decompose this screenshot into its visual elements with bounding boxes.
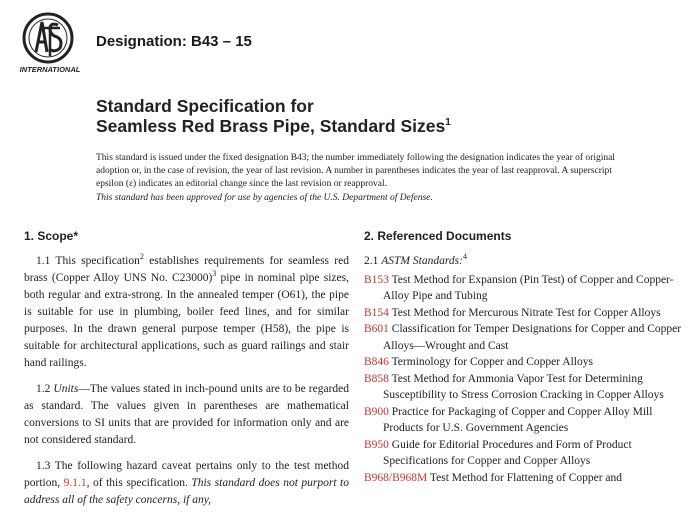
reference-link-b601[interactable]: B601: [364, 323, 389, 335]
title-line-1: Standard Specification for: [96, 96, 314, 116]
astm-standards-subheading: 2.1 ASTM Standards:$^4$: [364, 252, 467, 267]
reference-item: B858 Test Method for Ammonia Vapor Test for Determining Susceptibility to Stress Corrosion Cracking in Copper Alloys: [364, 372, 664, 401]
section-link-9-1-1[interactable]: 9.1.1: [63, 477, 87, 489]
title-footnote: 1: [445, 117, 451, 129]
scope-paragraph-1-2: 1.2 Units—The values stated in inch-pound units are to be regarded as standard. The values given in parentheses are mathematical conversions to SI units that are provided for information only and are not considered standard.: [24, 383, 349, 446]
reference-link-b968[interactable]: B968/B968M: [364, 471, 428, 484]
scope-heading: 1. Scope*: [24, 229, 79, 243]
reference-item: B846 Terminology for Copper and Copper Alloys: [364, 356, 593, 368]
reference-item: B900 Practice for Packaging of Copper and Copper Alloy Mill Products for U.S. Government Agencies: [364, 405, 653, 434]
reference-item: B968/B968M Test Method for Flattening of Copper and: [364, 471, 623, 484]
referenced-documents-section: [364, 228, 689, 486]
dod-approval-note: This standard has been approved for use by agencies of the U.S. Department of Defense.: [96, 193, 433, 203]
reference-link-b900[interactable]: B900: [364, 405, 389, 418]
title-line-2: Seamless Red Brass Pipe, Standard Sizes$^1$: [96, 116, 451, 136]
reference-link-b858[interactable]: B858: [364, 372, 389, 385]
scope-paragraph-1-1: 1.1 This specification$^2$ establishes requirements for seamless red brass (Copper Alloy UNS No. C23000)$^3$ pipe in nominal pipe sizes, both regular and extra-strong. In the annealed temper (O61), the pipe is suitable for use in plumbing, boiler feed lines, and for similar purposes. In the drawn general purpose temper (H58), the pipe is suitable for architectural applications, such as guard railings and stair hand railings.: [24, 252, 349, 369]
scope-paragraph-1-3: 1.3 The following hazard caveat pertains only to the test method portion, 9.1.1, of this specification. This standard does not purport to address all of the safety concerns, if any,: [24, 460, 349, 506]
reference-link-b846[interactable]: B846: [364, 356, 389, 368]
astm-logo: [10, 8, 90, 78]
issuance-notice: This standard is issued under the fixed designation B43; the number immediately following the designation indicates the year of original adoption or, in the case of revision, the year of last revision. A number in parentheses indicates the year of last reapproval. A superscript epsilon (ε) indicates an editorial change since the last revision or reapproval.: [96, 153, 615, 189]
reference-item: B950 Guide for Editorial Procedures and Form of Product Specifications for Copper and Copper Alloys: [364, 438, 632, 467]
logo-text: INTERNATIONAL: [19, 65, 81, 74]
page-title: [96, 96, 451, 136]
reference-link-b154[interactable]: B154: [364, 306, 389, 319]
reference-item: B601 Classification for Temper Designations for Copper and Copper Alloys—Wrought and Cast: [364, 323, 682, 352]
scope-section: [24, 228, 349, 518]
reference-item: B153 Test Method for Expansion (Pin Test) of Copper and Copper-Alloy Pipe and Tubing: [364, 273, 674, 302]
reference-link-b950[interactable]: B950: [364, 438, 389, 451]
reference-item: B154 Test Method for Mercurous Nitrate Test for Copper Alloys: [364, 306, 661, 319]
designation: Designation: B43 – 15: [96, 33, 252, 50]
reference-link-b153[interactable]: B153: [364, 273, 389, 286]
footnote-2: 2: [139, 252, 144, 262]
referenced-documents-heading: 2. Referenced Documents: [364, 229, 512, 243]
footnote-3: 3: [212, 269, 217, 279]
